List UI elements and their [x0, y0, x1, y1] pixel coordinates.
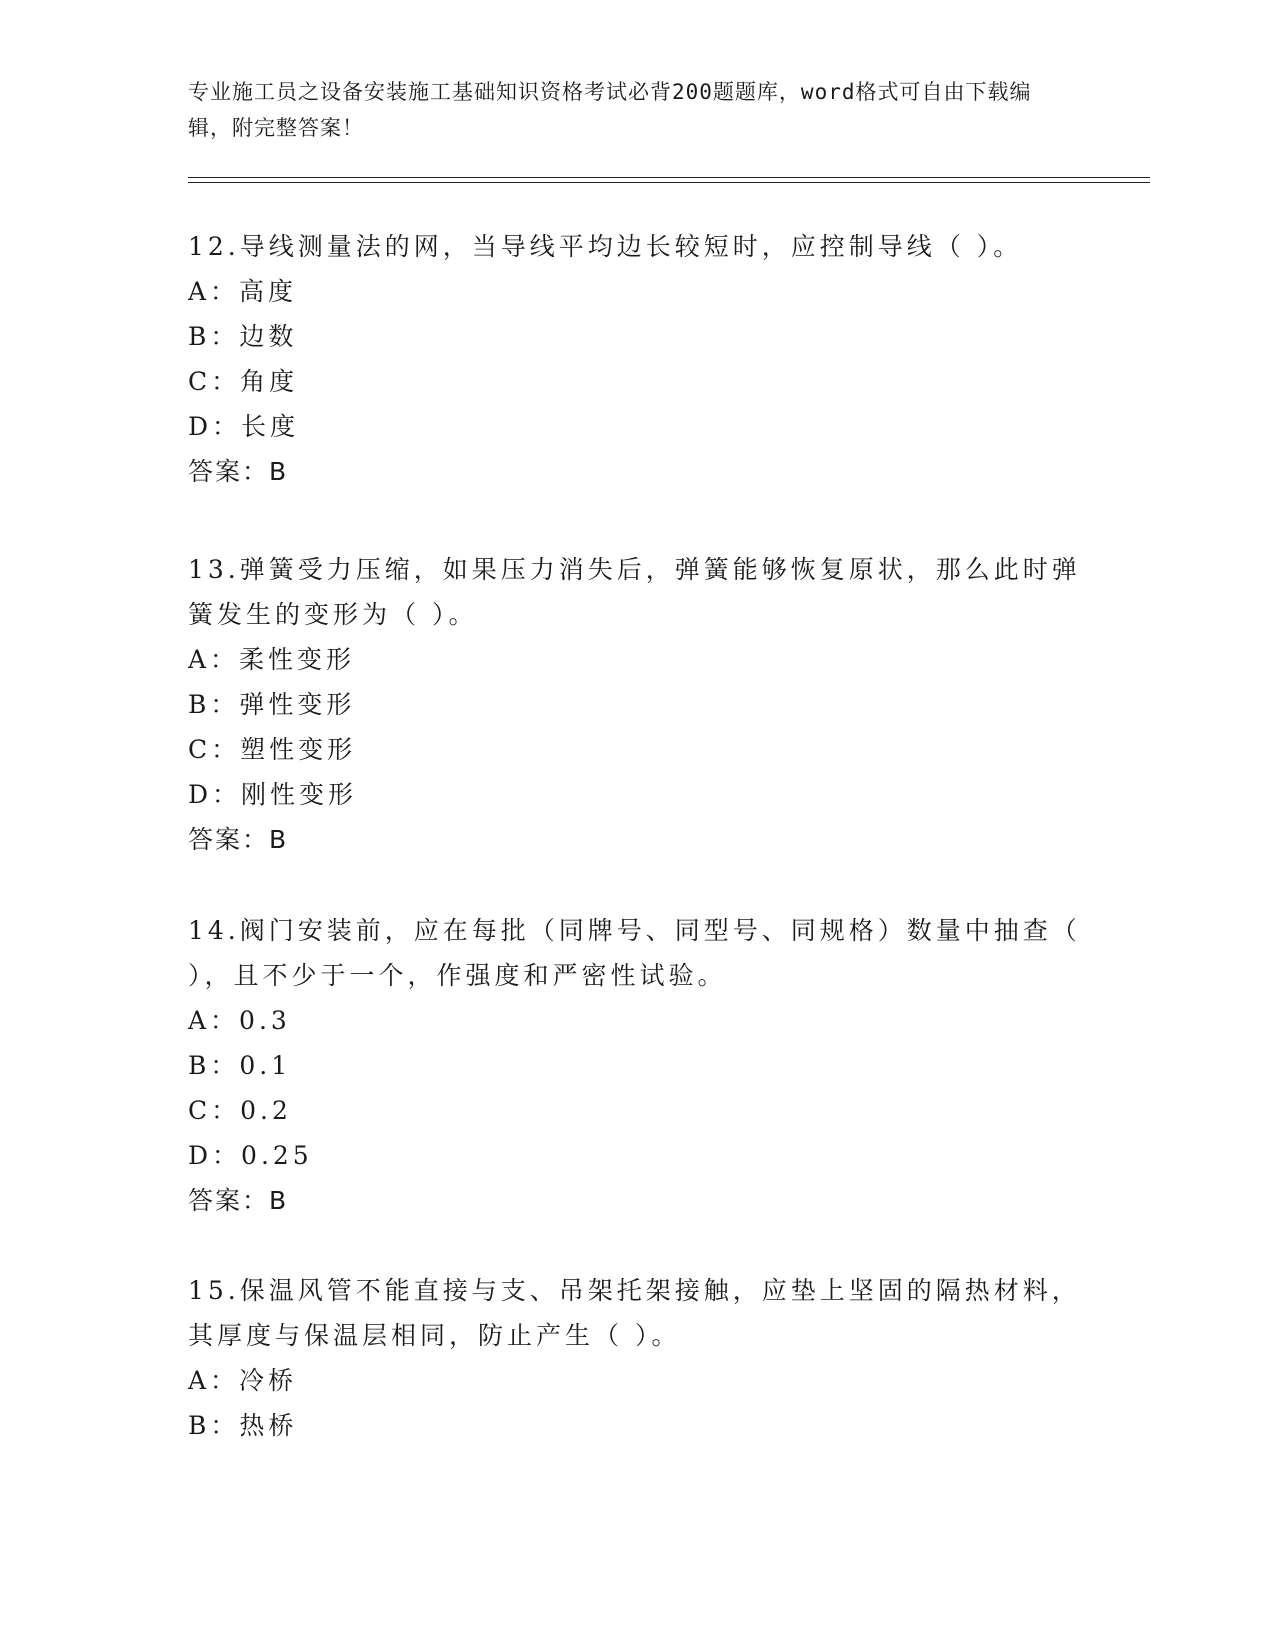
option-d: D：长度	[188, 412, 300, 441]
question-stem: 13.弹簧受力压缩，如果压力消失后，弹簧能够恢复原状，那么此时弹簧发生的变形为（ ）。	[188, 555, 1081, 629]
question-14	[188, 908, 1088, 1223]
option-a: A：0.3	[188, 1006, 291, 1035]
option-a: A：柔性变形	[188, 645, 356, 674]
option-b: B：热桥	[188, 1411, 298, 1440]
option-b: B：边数	[188, 322, 298, 351]
question-stem: 12.导线测量法的网，当导线平均边长较短时，应控制导线（ ）。	[188, 232, 1023, 261]
option-d: D：刚性变形	[188, 780, 358, 809]
question-stem: 15.保温风管不能直接与支、吊架托架接触，应垫上坚固的隔热材料，其厚度与保温层相同，防止产生（ ）。	[188, 1276, 1081, 1350]
question-15	[188, 1268, 1088, 1448]
option-c: C：角度	[188, 367, 299, 396]
option-d: D：0.25	[188, 1141, 313, 1170]
option-a: A：冷桥	[188, 1366, 298, 1395]
question-13	[188, 547, 1088, 862]
document-header: 专业施工员之设备安装施工基础知识资格考试必背200题题库，word格式可自由下载编辑，附完整答案！	[188, 80, 1032, 140]
answer: 答案：B	[188, 825, 289, 854]
question-12	[188, 224, 1088, 494]
header-divider-top	[188, 177, 1150, 178]
option-a: A：高度	[188, 277, 298, 306]
header-divider-bottom	[188, 182, 1150, 183]
option-c: C：塑性变形	[188, 735, 357, 764]
answer: 答案：B	[188, 1186, 289, 1215]
answer: 答案：B	[188, 457, 289, 486]
option-b: B：0.1	[188, 1051, 292, 1080]
option-c: C：0.2	[188, 1096, 292, 1125]
option-b: B：弹性变形	[188, 690, 356, 719]
question-stem: 14.阀门安装前，应在每批（同牌号、同型号、同规格）数量中抽查（ ），且不少于一个，作强度和严密性试验。	[188, 916, 1081, 990]
